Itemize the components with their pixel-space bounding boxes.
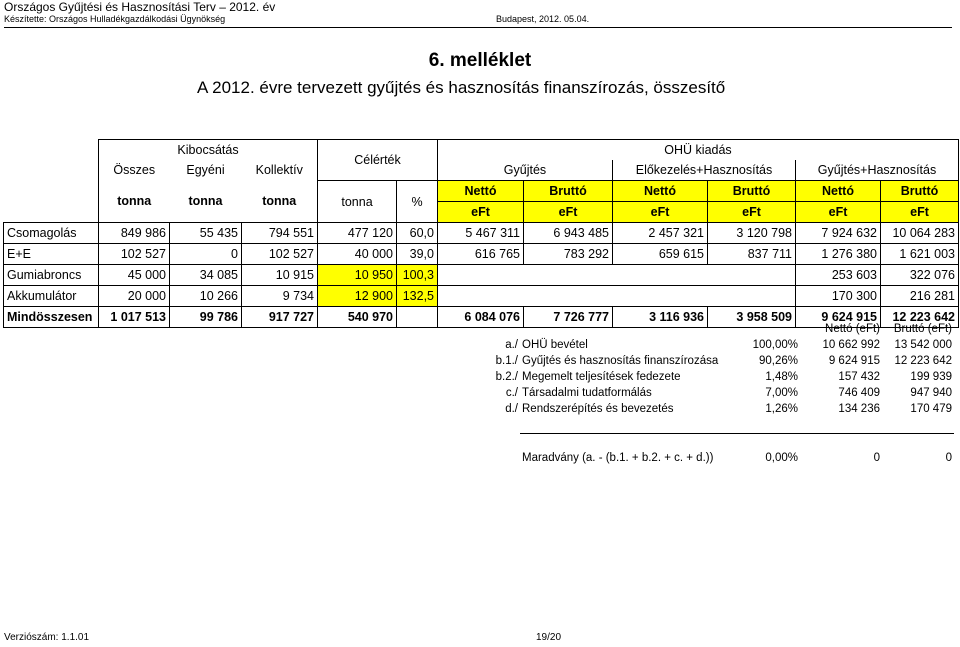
summary-label: Gyűjtés és hasznosítás finanszírozása — [522, 355, 719, 367]
row-label: Akkumulátor — [4, 286, 99, 307]
header-unit-osszes: tonna — [99, 181, 170, 223]
cell-osszes: 20 000 — [99, 286, 170, 307]
cell-gh-netto: 170 300 — [796, 286, 881, 307]
author-text: Készítette: Országos Hulladékgazdálkodási Ügynökség — [4, 14, 226, 24]
table-row — [4, 265, 959, 286]
header-elokezeles-brutto: Bruttó — [708, 181, 796, 202]
cell-egyeni: 34 085 — [170, 265, 242, 286]
summary-header-netto: Nettó (eFt) — [825, 323, 880, 335]
table-row — [4, 286, 959, 307]
cell-gyujtes-brutto: 6 943 485 — [524, 223, 613, 244]
table-header-row — [4, 160, 959, 181]
header-unit-celertek: tonna — [318, 181, 397, 223]
table-row — [4, 244, 959, 265]
header-eft: eFt — [881, 202, 959, 223]
summary-pct: 100,00% — [752, 339, 798, 351]
summary-netto: 157 432 — [838, 371, 880, 383]
summary-label: Megemelt teljesítések fedezete — [522, 371, 681, 383]
cell-gyujtes-netto — [438, 286, 524, 307]
cell-celertek: 540 970 — [318, 307, 397, 328]
cell-percent — [397, 307, 438, 328]
cell-gyujtes-netto: 616 765 — [438, 244, 524, 265]
annex-heading: 6. melléklet — [428, 50, 532, 71]
cell-osszes: 102 527 — [99, 244, 170, 265]
cell-egyeni: 55 435 — [170, 223, 242, 244]
summary-row — [470, 385, 954, 401]
cell-gh-brutto: 12 223 642 — [881, 307, 959, 328]
cell-egyeni: 0 — [170, 244, 242, 265]
cell-elokezeles-netto — [613, 265, 708, 286]
header-gyujtes-hasznositas: Gyűjtés+Hasznosítás — [796, 160, 959, 181]
cell-elokezeles-netto: 3 116 936 — [613, 307, 708, 328]
cell-gyujtes-brutto: 783 292 — [524, 244, 613, 265]
cell-elokezeles-brutto — [708, 286, 796, 307]
cell-celertek: 12 900 — [318, 286, 397, 307]
cell-gh-netto: 7 924 632 — [796, 223, 881, 244]
summary-row — [470, 401, 954, 417]
cell-gh-brutto: 1 621 003 — [881, 244, 959, 265]
cell-elokezeles-brutto: 3 120 798 — [708, 223, 796, 244]
summary-table — [470, 321, 954, 466]
summary-brutto: 170 479 — [910, 403, 952, 415]
summary-spacer-row — [470, 417, 954, 433]
remainder-label: Maradvány (a. - (b.1. + b.2. + c. + d.)) — [522, 451, 714, 464]
document-date: Budapest, 2012. 05.04. — [496, 14, 590, 24]
header-gh-netto: Nettó — [796, 181, 881, 202]
page-number: 19/20 — [536, 632, 562, 643]
summary-brutto: 199 939 — [910, 371, 952, 383]
remainder-brutto: 0 — [945, 451, 952, 464]
summary-code: b.2./ — [495, 371, 518, 383]
header-gh-brutto: Bruttó — [881, 181, 959, 202]
summary-code: c./ — [505, 387, 518, 399]
version-number: Verziószám: 1.1.01 — [4, 632, 90, 643]
cell-elokezeles-netto — [613, 286, 708, 307]
header-eft: eFt — [708, 202, 796, 223]
cell-osszes: 1 017 513 — [99, 307, 170, 328]
summary-code: a./ — [505, 339, 518, 351]
cell-gyujtes-netto: 5 467 311 — [438, 223, 524, 244]
summary-label: OHÜ bevétel — [522, 339, 588, 351]
cell-elokezeles-brutto: 3 958 509 — [708, 307, 796, 328]
summary-netto: 746 409 — [838, 387, 880, 399]
table-header-row — [4, 140, 959, 161]
header-eft: eFt — [524, 202, 613, 223]
cell-celertek: 10 950 — [318, 265, 397, 286]
cell-egyeni: 99 786 — [170, 307, 242, 328]
row-label: Gumiabroncs — [4, 265, 99, 286]
summary-netto: 134 236 — [838, 403, 880, 415]
cell-gh-brutto: 10 064 283 — [881, 223, 959, 244]
cell-gyujtes-brutto: 7 726 777 — [524, 307, 613, 328]
summary-brutto: 947 940 — [910, 387, 952, 399]
cell-elokezeles-brutto — [708, 265, 796, 286]
summary-code: d./ — [505, 403, 518, 415]
header-kollektiv: Kollektív — [242, 160, 318, 181]
header-gyujtes-netto: Nettó — [438, 181, 524, 202]
summary-netto: 9 624 915 — [828, 355, 880, 367]
cell-egyeni: 10 266 — [170, 286, 242, 307]
cell-gh-netto: 1 276 380 — [796, 244, 881, 265]
summary-row — [470, 337, 954, 353]
summary-header-row — [470, 321, 954, 337]
cell-osszes: 849 986 — [99, 223, 170, 244]
cell-percent: 132,5 — [397, 286, 438, 307]
header-unit-percent: % — [397, 181, 438, 223]
remainder-netto: 0 — [873, 451, 880, 464]
cell-gyujtes-netto: 6 084 076 — [438, 307, 524, 328]
cell-gh-brutto: 322 076 — [881, 265, 959, 286]
header-elokezeles-netto: Nettó — [613, 181, 708, 202]
cell-gyujtes-netto — [438, 265, 524, 286]
header-gyujtes: Gyűjtés — [438, 160, 613, 181]
header-eft: eFt — [613, 202, 708, 223]
cell-celertek: 477 120 — [318, 223, 397, 244]
cell-gh-netto: 253 603 — [796, 265, 881, 286]
cell-elokezeles-netto: 659 615 — [613, 244, 708, 265]
header-eft: eFt — [438, 202, 524, 223]
summary-remainder-row — [470, 450, 954, 466]
document-title: Országos Gyűjtési és Hasznosítási Terv – 2012. év — [4, 0, 276, 14]
cell-gh-netto: 9 624 915 — [796, 307, 881, 328]
summary-code: b.1./ — [495, 355, 518, 367]
annex-subheading: A 2012. évre tervezett gyűjtés és hasznosítás finanszírozás, összesítő — [197, 78, 726, 97]
summary-pct: 7,00% — [765, 387, 798, 399]
summary-netto: 10 662 992 — [822, 339, 880, 351]
summary-pct: 90,26% — [758, 355, 798, 367]
header-elokezeles: Előkezelés+Hasznosítás — [613, 160, 796, 181]
summary-brutto: 12 223 642 — [894, 355, 952, 367]
cell-kollektiv: 794 551 — [242, 223, 318, 244]
summary-row — [470, 353, 954, 369]
summary-header-brutto: Bruttó (eFt) — [893, 323, 952, 335]
header-egyeni: Egyéni — [186, 163, 225, 178]
summary-pct: 1,26% — [765, 403, 798, 415]
summary-spacer-row — [470, 433, 954, 450]
row-label: E+E — [4, 244, 99, 265]
table-header-row — [4, 181, 959, 202]
header-eft: eFt — [796, 202, 881, 223]
header-gyujtes-brutto: Bruttó — [524, 181, 613, 202]
summary-pct: 1,48% — [765, 371, 798, 383]
table-row — [4, 223, 959, 244]
cell-gyujtes-brutto — [524, 265, 613, 286]
cell-kollektiv: 102 527 — [242, 244, 318, 265]
cell-elokezeles-brutto: 837 711 — [708, 244, 796, 265]
summary-label: Társadalmi tudatformálás — [522, 387, 652, 399]
cell-kollektiv: 10 915 — [242, 265, 318, 286]
cell-celertek: 40 000 — [318, 244, 397, 265]
row-label: Mindösszesen — [4, 307, 99, 328]
remainder-pct: 0,00% — [765, 451, 798, 464]
cell-percent: 60,0 — [397, 223, 438, 244]
cell-elokezeles-netto: 2 457 321 — [613, 223, 708, 244]
header-unit-kollektiv: tonna — [242, 181, 318, 223]
header-kibocsatas: Kibocsátás — [99, 140, 318, 161]
cell-osszes: 45 000 — [99, 265, 170, 286]
cell-kollektiv: 917 727 — [242, 307, 318, 328]
header-divider — [4, 27, 952, 28]
summary-label: Rendszerépítés és bevezetés — [522, 403, 674, 415]
header-unit-egyeni: tonna — [170, 181, 242, 223]
summary-brutto: 13 542 000 — [894, 339, 952, 351]
header-ohu-kiadas: OHÜ kiadás — [438, 140, 959, 161]
cell-percent: 100,3 — [397, 265, 438, 286]
document-author — [4, 14, 590, 24]
header-osszes: Összes — [99, 160, 170, 181]
cell-gh-brutto: 216 281 — [881, 286, 959, 307]
financing-table — [3, 139, 959, 328]
cell-kollektiv: 9 734 — [242, 286, 318, 307]
cell-gyujtes-brutto — [524, 286, 613, 307]
row-label: Csomagolás — [4, 223, 99, 244]
header-celertek: Célérték — [318, 140, 438, 181]
summary-row — [470, 369, 954, 385]
cell-percent: 39,0 — [397, 244, 438, 265]
